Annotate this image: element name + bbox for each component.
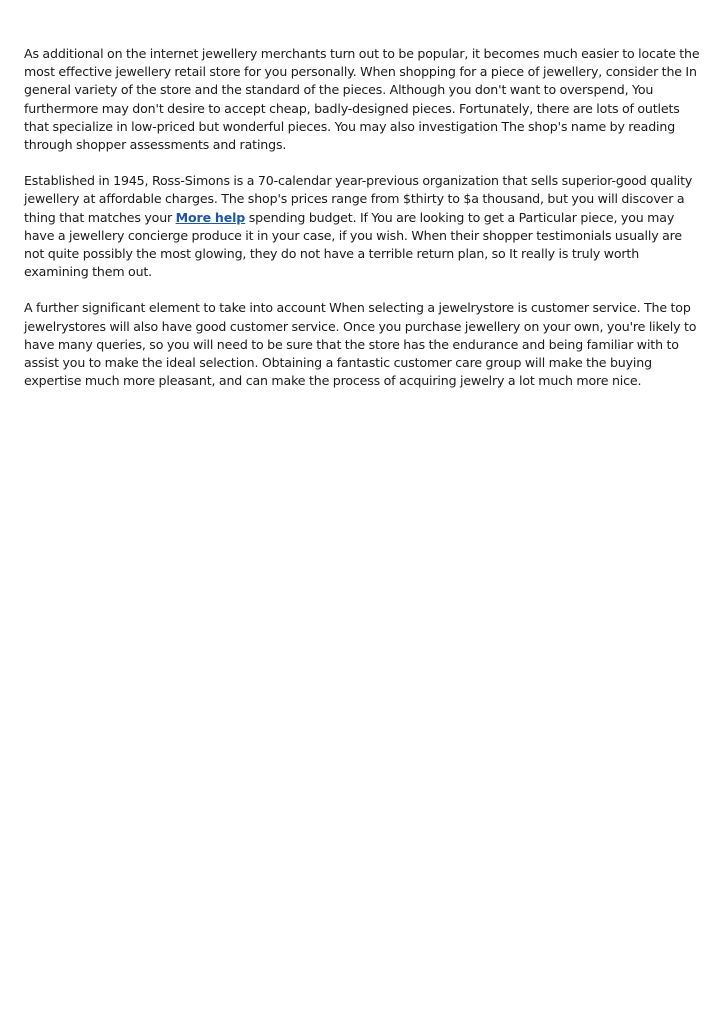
paragraph-2: [24, 172, 700, 281]
paragraph-3: A further significant element to take into account When selecting a jewelrystore is customer service. The top jewelrystores will also have good customer service. Once you purchase jewellery on your own, you're likely to have many queries, so you will need to be sure that the store has the endurance and being familiar with to assist you to make the ideal selection. Obtaining a fantastic customer care group will make the buying expertise much more pleasant, and can make the process of acquiring jewelry a lot much more nice.: [24, 300, 697, 389]
paragraph-1: As additional on the internet jewellery merchants turn out to be popular, it becomes much easier to locate the most effective jewellery retail store for you personally. When shopping for a piece of jewellery, consider the In general variety of the store and the standard of the pieces. Although you don't want to overspend, You furthermore may don't desire to accept cheap, badly-designed pieces. Fortunately, there are lots of outlets that specialize in low-priced but wonderful pieces. You may also investigation The shop's name by reading through shopper assessments and ratings.: [24, 46, 700, 153]
paragraph-2-text-before: Established in 1945, Ross-Simons is a 70-calendar year-previous organization that sells superior-good quality jewellery at affordable charges. The shop's prices range from $thirty to $a thousand, but you will discover a thing that matches your: [24, 173, 693, 225]
more-help-link[interactable]: More help: [175, 209, 246, 225]
paragraph-2-text-after: spending budget. If You are looking to get a Particular piece, you may have a jewellery concierge produce it in your case, if you wish. When their shopper testimonials usually are not quite possibly the most glowing, they do not have a terrible return plan, so It really is truly worth examining them out.: [24, 209, 683, 280]
